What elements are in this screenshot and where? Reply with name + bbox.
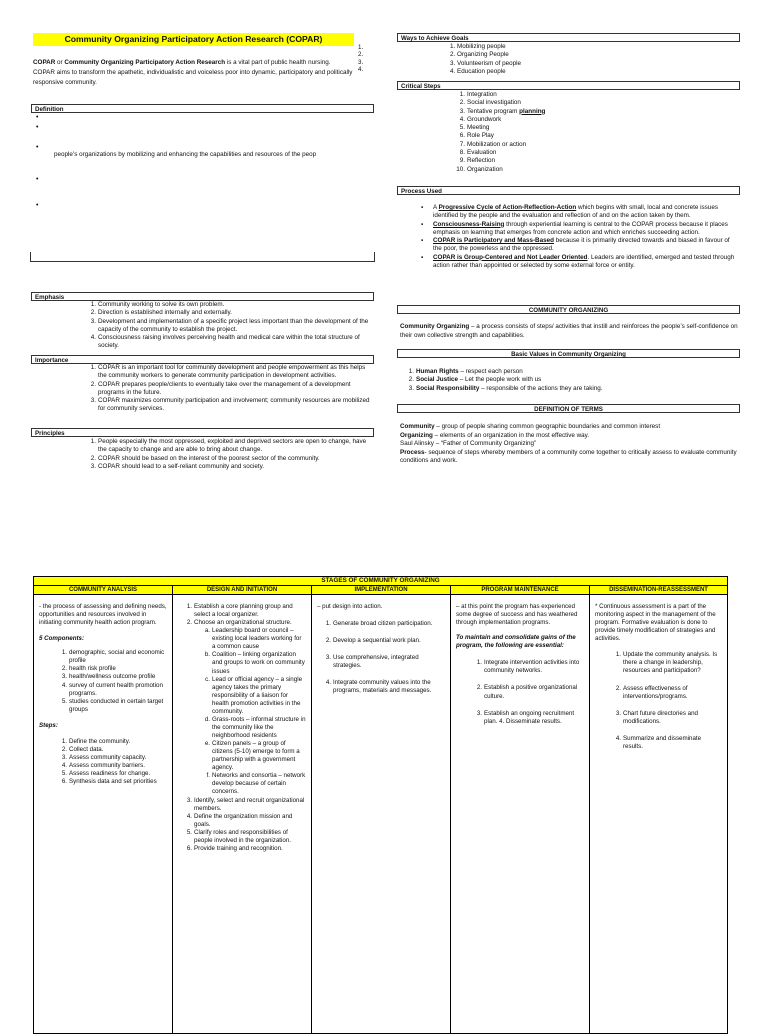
list-item: 4. survey of current health promotion programs. xyxy=(61,681,163,697)
text: through experiential learning is central to the COPAR process because it places emphasis on learning that emerges from concrete action and which enriches succeeding action. xyxy=(433,220,728,236)
intro-copar: COPAR xyxy=(33,59,56,66)
text: - sequence of steps whereby members of a community come together to critically assess to evaluate community conditions and work. xyxy=(400,448,737,464)
column-header: IMPLEMENTATION xyxy=(312,586,451,595)
definition-of-terms-body xyxy=(400,423,738,466)
key-term: Consciousness-Raising xyxy=(433,220,505,228)
list-item: 2. Social Justice – Let the people work with us xyxy=(408,376,542,384)
list-item: 3. COPAR should lead to a self-reliant community and society. xyxy=(90,462,265,470)
sublist-letter: d. xyxy=(204,715,210,723)
basic-values-list xyxy=(408,368,736,393)
list-item-text: Development and implementation of a specific project less important than the development of the capacity of the community to establish the project. xyxy=(98,317,369,333)
text: – group of people sharing common geographic boundaries and common interest xyxy=(434,423,661,430)
list-item-text: Organization xyxy=(467,165,503,173)
list-item-text: Community working to solve its own problem. xyxy=(98,301,225,308)
list-item: 6. Synthesis data and set priorities xyxy=(61,778,157,786)
column-header: COMMUNITY ANALYSIS xyxy=(34,586,173,595)
basic-values-heading xyxy=(397,349,740,358)
community-organizing-def xyxy=(400,323,738,340)
list-item-text: Define the community. xyxy=(69,737,131,745)
list-item-text: Establish a core planning group and select a local organizer. xyxy=(194,603,293,619)
list-item: 1. Human Rights – respect each person xyxy=(408,368,523,375)
text: because it is primarily directed towards and biased in favour of the poor, the powerless and the oppressed. xyxy=(433,237,730,253)
list-item: 2. Collect data. xyxy=(61,745,104,753)
bullet-dot: • xyxy=(36,144,39,151)
list-item: 3. health/wellness outcome profile xyxy=(61,673,156,681)
term-organizing xyxy=(400,432,738,441)
list-item: 2. Direction is established internally and externally. xyxy=(90,309,232,317)
list-item-text: Meeting xyxy=(467,124,490,132)
ways-heading xyxy=(397,33,740,42)
sublist-item xyxy=(204,627,306,651)
list-item: 8. Evaluation xyxy=(459,149,497,157)
design-list xyxy=(186,603,306,853)
list-item: 2. COPAR should be based on the interest of the poorest sector of the community. xyxy=(90,454,320,462)
definition-heading xyxy=(31,104,374,113)
ways-heading-text: Ways to Achieve Goals xyxy=(401,35,469,42)
list-item: 3. Volunteerism of people xyxy=(450,59,522,67)
sublist-letter: b. xyxy=(204,651,210,659)
list-item-text: Social investigation xyxy=(467,99,521,107)
list-item: 4. Summarize and disseminate results. xyxy=(615,734,702,750)
side-number: 2. xyxy=(358,51,364,59)
intro-paragraph xyxy=(33,58,353,88)
term-process xyxy=(400,449,738,466)
bullet-dot: • xyxy=(36,124,39,131)
dissemination-intro: * Continuous assessment is a part of the monitoring aspect in the management of the program. Formative evaluation is done to provide timely modification of strategies and activities. xyxy=(595,603,716,643)
process-heading-text: Process Used xyxy=(401,188,442,195)
list-item-text: COPAR should be based on the interest of the poorest sector of the community. xyxy=(98,454,320,462)
list-item: ▪ A Progressive Cycle of Action-Reflection-Action which begins with small, local and concrete issues identified by the people and the evaluation and reflection of and on the action taken by them. xyxy=(421,204,718,220)
importance-heading xyxy=(31,355,374,364)
list-item: 1. Mobilizing people xyxy=(450,43,506,50)
list-item-text: Assess readiness for change. xyxy=(69,770,151,778)
column-header: DESIGN AND INITIATION xyxy=(173,586,312,595)
list-item: 2. Assess effectiveness of interventions/programs. xyxy=(615,684,688,700)
list-item: 1. Establish a core planning group and select a local organizer. xyxy=(186,603,293,619)
sublist-item xyxy=(205,675,306,716)
sublist-text: Lead or official agency – a single agency takes the primary responsibility of a liaison for health promotion activities in the community. xyxy=(212,675,303,715)
maintenance-gains: To maintain and consolidate gains of the program, the following are essential: xyxy=(456,634,576,650)
list-item-text: Collect data. xyxy=(69,745,104,753)
key-term: COPAR is Participatory and Mass-Based xyxy=(433,237,554,245)
list-item-text: Summarize and disseminate results. xyxy=(623,734,702,750)
process-list xyxy=(421,204,739,270)
list-item-text: COPAR maximizes community participation and involvement; community resources are mobilized for community services. xyxy=(98,397,370,413)
list-item: ▪ COPAR is Group-Centered and Not Leader Oriented. Leaders are identified, emerged and tested through action rather than appointed or selected by some external force or entity. xyxy=(421,253,735,270)
list-item: 3. COPAR maximizes community participation and involvement; community resources are mobilized for community services. xyxy=(90,397,370,413)
emphasis-heading xyxy=(31,292,374,301)
stages-table xyxy=(33,576,728,1034)
list-item: 4. Assess community barriers. xyxy=(61,762,145,769)
list-item-text: COPAR prepares people/clients to eventually take over the management of a development programs in the future. xyxy=(98,380,351,396)
list-item-text: Assess effectiveness of interventions/programs. xyxy=(623,684,688,700)
sublist-text: Leadership board or council – existing local leaders working for a common cause xyxy=(212,627,302,651)
list-item: 4. Education people xyxy=(450,67,506,75)
list-item: 3. Social Responsibility – responsible of the actions they are taking. xyxy=(408,384,603,392)
list-item: 1. Generate broad citizen participation. xyxy=(325,620,433,628)
basic-values-heading-text: Basic Values in Community Organizing xyxy=(511,351,626,358)
list-item: 5. Assess readiness for change. xyxy=(61,770,151,778)
design-cell xyxy=(173,595,312,1034)
list-item-text: Integration xyxy=(467,91,497,98)
column-header: PROGRAM MAINTENANCE xyxy=(451,586,590,595)
side-number: 4. xyxy=(358,65,364,73)
key-term: Human Rights xyxy=(416,368,459,375)
list-item: 3. Use comprehensive, integrated strategies. xyxy=(325,654,419,670)
list-item: 6. Role Play xyxy=(459,132,494,140)
sublist-item xyxy=(206,772,306,796)
maintenance-intro: – at this point the program has experienced some degree of success and has weathered through implementation programs. xyxy=(456,603,578,627)
list-item: 2. COPAR prepares people/clients to eventually take over the management of a development programs in the future. xyxy=(90,380,351,396)
key-term: Process xyxy=(400,448,425,456)
text: – Let the people work with us xyxy=(458,376,542,384)
key-term: COPAR is Group-Centered and Not Leader Oriented xyxy=(433,253,588,261)
community-organizing-heading-text: COMMUNITY ORGANIZING xyxy=(528,307,609,314)
sublist-item xyxy=(204,740,306,772)
steps-heading: Steps: xyxy=(39,721,58,729)
list-item: 3. Establish an ongoing recruitment plan. 4. Disseminate results. xyxy=(476,709,575,725)
definition-of-terms-heading xyxy=(397,404,740,413)
list-item: 5. studies conducted in certain target groups xyxy=(61,697,164,713)
list-item: 6. Provide training and recognition. xyxy=(186,844,283,852)
key-term: Community Organizing xyxy=(400,323,470,330)
list-item-text: health/wellness outcome profile xyxy=(69,673,156,681)
importance-list xyxy=(90,364,370,414)
structure-sublist xyxy=(194,627,306,796)
list-item: 2. health risk profile xyxy=(61,665,116,673)
maintenance-list xyxy=(476,659,584,725)
list-item-text: Consciousness raising involves perceiving health and medical care within the total structure of society. xyxy=(98,334,360,350)
list-item: 1. Integration xyxy=(459,91,497,98)
list-item: 1. Community working to solve its own problem. xyxy=(90,301,225,308)
list-item: 3. Development and implementation of a specific project less important than the development of the capacity of the community to establish the project. xyxy=(90,317,369,333)
list-item-text: Generate broad citizen participation. xyxy=(333,620,433,628)
list-item-text: Assess community barriers. xyxy=(69,762,145,769)
list-item-text: Integrate community values into the programs, materials and messages. xyxy=(333,679,432,695)
list-item: 2. Social investigation xyxy=(459,99,521,107)
key-term: Social Responsibility xyxy=(416,384,480,392)
sublist-item xyxy=(204,651,306,675)
list-item: 5. Clarify roles and responsibilities of people involved in the organization. xyxy=(186,828,292,844)
definition-of-terms-heading-text: DEFINITION OF TERMS xyxy=(534,406,603,413)
list-item-text: Use comprehensive, integrated strategies. xyxy=(333,654,419,670)
list-item: 1. demographic, social and economic profile xyxy=(61,649,165,665)
list-item-text: Groundwork xyxy=(467,115,502,123)
analysis-intro: - the process of assessing and defining needs, opportunities and resources involved in initiating community health action program. xyxy=(39,603,167,627)
critical-steps-heading-text: Critical Steps xyxy=(401,83,441,90)
sublist-text: Coalition – linking organization and groups to work on community issues xyxy=(212,651,305,675)
critical-steps-list xyxy=(456,91,707,174)
list-item: 4. Integrate community values into the programs, materials and messages. xyxy=(325,679,432,695)
list-item: 2. Organizing People xyxy=(450,51,509,59)
process-heading xyxy=(397,186,740,195)
dissemination-cell xyxy=(590,595,728,1034)
list-item-text: survey of current health promotion programs. xyxy=(69,681,163,697)
intro-text: is a vital part of public health nursing. COPAR aims to transform the apathetic, individualistic and voiceless poor into dynamic, participatory and politically responsive community. xyxy=(33,59,353,87)
list-item: 1. Update the community analysis. Is there a change in leadership, resources and participation? xyxy=(615,651,718,675)
community-organizing-heading xyxy=(397,305,740,314)
key-term: Organizing xyxy=(400,431,433,439)
text: . Leaders are identified, emerged and tested through action rather than appointed or selected by some external force or entity. xyxy=(433,253,735,270)
implementation-intro: – put design into action. xyxy=(317,603,383,610)
list-item: 1. Define the community. xyxy=(61,737,131,745)
list-item: 4. Consciousness raising involves perceiving health and medical care within the total structure of society. xyxy=(90,334,360,350)
list-item: ▪ Consciousness-Raising through experiential learning is central to the COPAR process because it places emphasis on learning that emerges from concrete action and which enriches succeeding action. xyxy=(421,220,728,236)
planning-keyword: planning xyxy=(519,107,546,115)
text: – a process consists of steps/ activities that instill and reinforces the people’s self-confidence on their own collective strength and capabilities. xyxy=(400,323,738,339)
term-alinsky: Saul Alinsky – “Father of Community Organizing” xyxy=(400,440,537,447)
list-item-text: Choose an organizational structure. xyxy=(194,619,292,627)
critical-steps-heading xyxy=(397,81,740,90)
intro-full-name: Community Organizing Participatory Action Research xyxy=(64,59,226,66)
list-item-text: Identify, select and recruit organizational members. xyxy=(194,796,305,812)
sublist-letter: f. xyxy=(206,772,210,780)
list-item-text: Integrate intervention activities into community networks. xyxy=(484,659,580,675)
list-item-text: Assess community capacity. xyxy=(69,753,147,761)
components-heading: 5 Components: xyxy=(39,635,85,643)
list-item-text: Synthesis data and set priorities xyxy=(69,778,157,786)
list-item-text: Reflection xyxy=(467,157,496,165)
list-item-text: demographic, social and economic profile xyxy=(69,649,165,665)
steps-list xyxy=(61,737,167,786)
implementation-list xyxy=(325,620,445,695)
list-item: 3. Tentative program planning xyxy=(459,107,546,115)
components-list xyxy=(61,649,167,714)
sublist-letter: e. xyxy=(204,740,210,748)
list-item: 3. Assess community capacity. xyxy=(61,753,147,761)
ways-list xyxy=(450,43,690,76)
list-item-text: Develop a sequential work plan. xyxy=(333,637,421,645)
intro-or: or xyxy=(55,59,65,66)
list-item-text: Role Play xyxy=(467,132,494,140)
sublist-text: Networks and consortia – network develop because of certain concerns. xyxy=(212,772,306,796)
document-title: Community Organizing Participatory Action Research (COPAR) xyxy=(33,33,354,46)
list-item-text: Establish an ongoing recruitment plan. 4. Disseminate results. xyxy=(484,709,575,725)
sublist-text: Citizen panels – a group of citizens (5-10) emerge to form a partnership with a government agency. xyxy=(212,740,300,772)
key-term: Progressive Cycle of Action-Reflection-Action xyxy=(438,204,577,211)
principles-heading-text: Principles xyxy=(35,430,65,437)
list-item: 4. Groundwork xyxy=(459,115,502,123)
list-item: 1. COPAR is an important tool for community development and people empowerment as this helps the community workers to generate community participation in development activities. xyxy=(90,364,366,380)
dissemination-list xyxy=(615,651,722,751)
list-item: ▪ COPAR is Participatory and Mass-Based because it is primarily directed towards and biased in favour of the poor, the powerless and the oppressed. xyxy=(421,237,730,253)
key-term: Social Justice xyxy=(416,376,458,384)
stages-title: STAGES OF COMMUNITY ORGANIZING xyxy=(34,577,728,586)
maintenance-cell xyxy=(451,595,590,1034)
list-item: 1. Integrate intervention activities into community networks. xyxy=(476,659,580,675)
text: – responsible of the actions they are taking. xyxy=(479,384,603,392)
emphasis-heading-text: Emphasis xyxy=(35,294,65,301)
text: A xyxy=(433,204,439,211)
list-item: 2. Develop a sequential work plan. xyxy=(325,637,421,645)
list-item-text: Define the organization mission and goals. xyxy=(194,812,293,828)
list-item: 1. People especially the most oppressed, exploited and deprived sectors are open to change, have the capacity to change and are able to bring about change. xyxy=(90,438,367,454)
bullet-dot: • xyxy=(36,176,39,183)
list-item-text: Tentative program xyxy=(467,107,520,115)
list-item: 2. Establish a positive organizational culture. xyxy=(476,684,578,700)
list-item-text: People especially the most oppressed, exploited and deprived sectors are open to change, have the capacity to change and are able to bring about change. xyxy=(98,438,367,454)
emphasis-list xyxy=(90,301,370,351)
text: which begins with small, local and concrete issues identified by the people and the evaluation and reflection of and on the action taken by them. xyxy=(433,204,718,220)
sublist-item xyxy=(204,715,306,740)
list-item-text: Clarify roles and responsibilities of people involved in the organization. xyxy=(194,828,292,844)
definition-heading-text: Definition xyxy=(35,106,64,113)
list-item-text: studies conducted in certain target groups xyxy=(69,697,164,713)
list-item-text: Provide training and recognition. xyxy=(194,844,283,852)
list-item: 3. Identify, select and recruit organizational members. xyxy=(186,796,305,812)
implementation-cell xyxy=(312,595,451,1034)
side-number: 1. xyxy=(358,44,364,51)
sublist-letter: c. xyxy=(205,675,210,683)
list-item-text: health risk profile xyxy=(69,665,116,673)
list-item-text: COPAR is an important tool for community development and people empowerment as this helps the community workers to generate community participation in development activities. xyxy=(98,364,366,380)
list-item-text: Direction is established internally and externally. xyxy=(98,309,232,317)
principles-list xyxy=(90,438,370,471)
bullet-dot: • xyxy=(36,202,39,209)
analysis-cell xyxy=(34,595,173,1034)
list-item: 7. Mobilization or action xyxy=(459,140,527,148)
list-item: 5. Meeting xyxy=(459,124,490,132)
list-item-text: Chart future directories and modifications. xyxy=(623,709,698,725)
list-item-text: Update the community analysis. Is there a change in leadership, resources and participation? xyxy=(623,651,718,675)
column-header: DISSEMINATION-REASSESSMENT xyxy=(590,586,728,595)
term-community xyxy=(400,423,738,432)
list-item: 4. Define the organization mission and goals. xyxy=(186,812,293,828)
principles-heading xyxy=(31,428,374,437)
list-item-text: Evaluation xyxy=(467,149,497,157)
key-term: Community xyxy=(400,423,435,430)
definition-bracket xyxy=(30,252,375,262)
list-item: 9. Reflection xyxy=(459,157,496,165)
definition-fragment: people’s organizations by mobilizing and enhancing the capabilities and resources of the peop xyxy=(54,151,317,158)
side-numbers xyxy=(358,44,372,73)
list-item-text: Establish a positive organizational culture. xyxy=(484,684,578,700)
list-item: 2. Choose an organizational structure. a. Leadership board or council – existing local leaders working for a common cause b. Coalition – linking organization and groups to work on community issues c. Lead or official agency – a single agency takes the primary responsibility of a liaison for health promotion activities in the community. d. Grass-roots – informal structure in the community like the neighborhood residents e. Citizen panels – a group of citizens (5-10) emerge to form a partnership with a government agency. f. Networks and consortia – network develop because of certain concerns. xyxy=(186,619,306,796)
sublist-letter: a. xyxy=(204,627,210,635)
side-number: 3. xyxy=(358,58,364,66)
sublist-text: Grass-roots – informal structure in the community like the neighborhood residents xyxy=(212,715,306,739)
text: – respect each person xyxy=(458,368,523,375)
list-item: 10. Organization xyxy=(456,165,503,173)
list-item-text: COPAR should lead to a self-reliant community and society. xyxy=(98,462,265,470)
importance-heading-text: Importance xyxy=(35,357,69,364)
text: – elements of an organization in the most effective way. xyxy=(432,431,590,439)
list-item: 3. Chart future directories and modifications. xyxy=(615,709,698,725)
list-item-text: Mobilization or action xyxy=(467,140,527,148)
bullet-dot: • xyxy=(36,114,39,121)
